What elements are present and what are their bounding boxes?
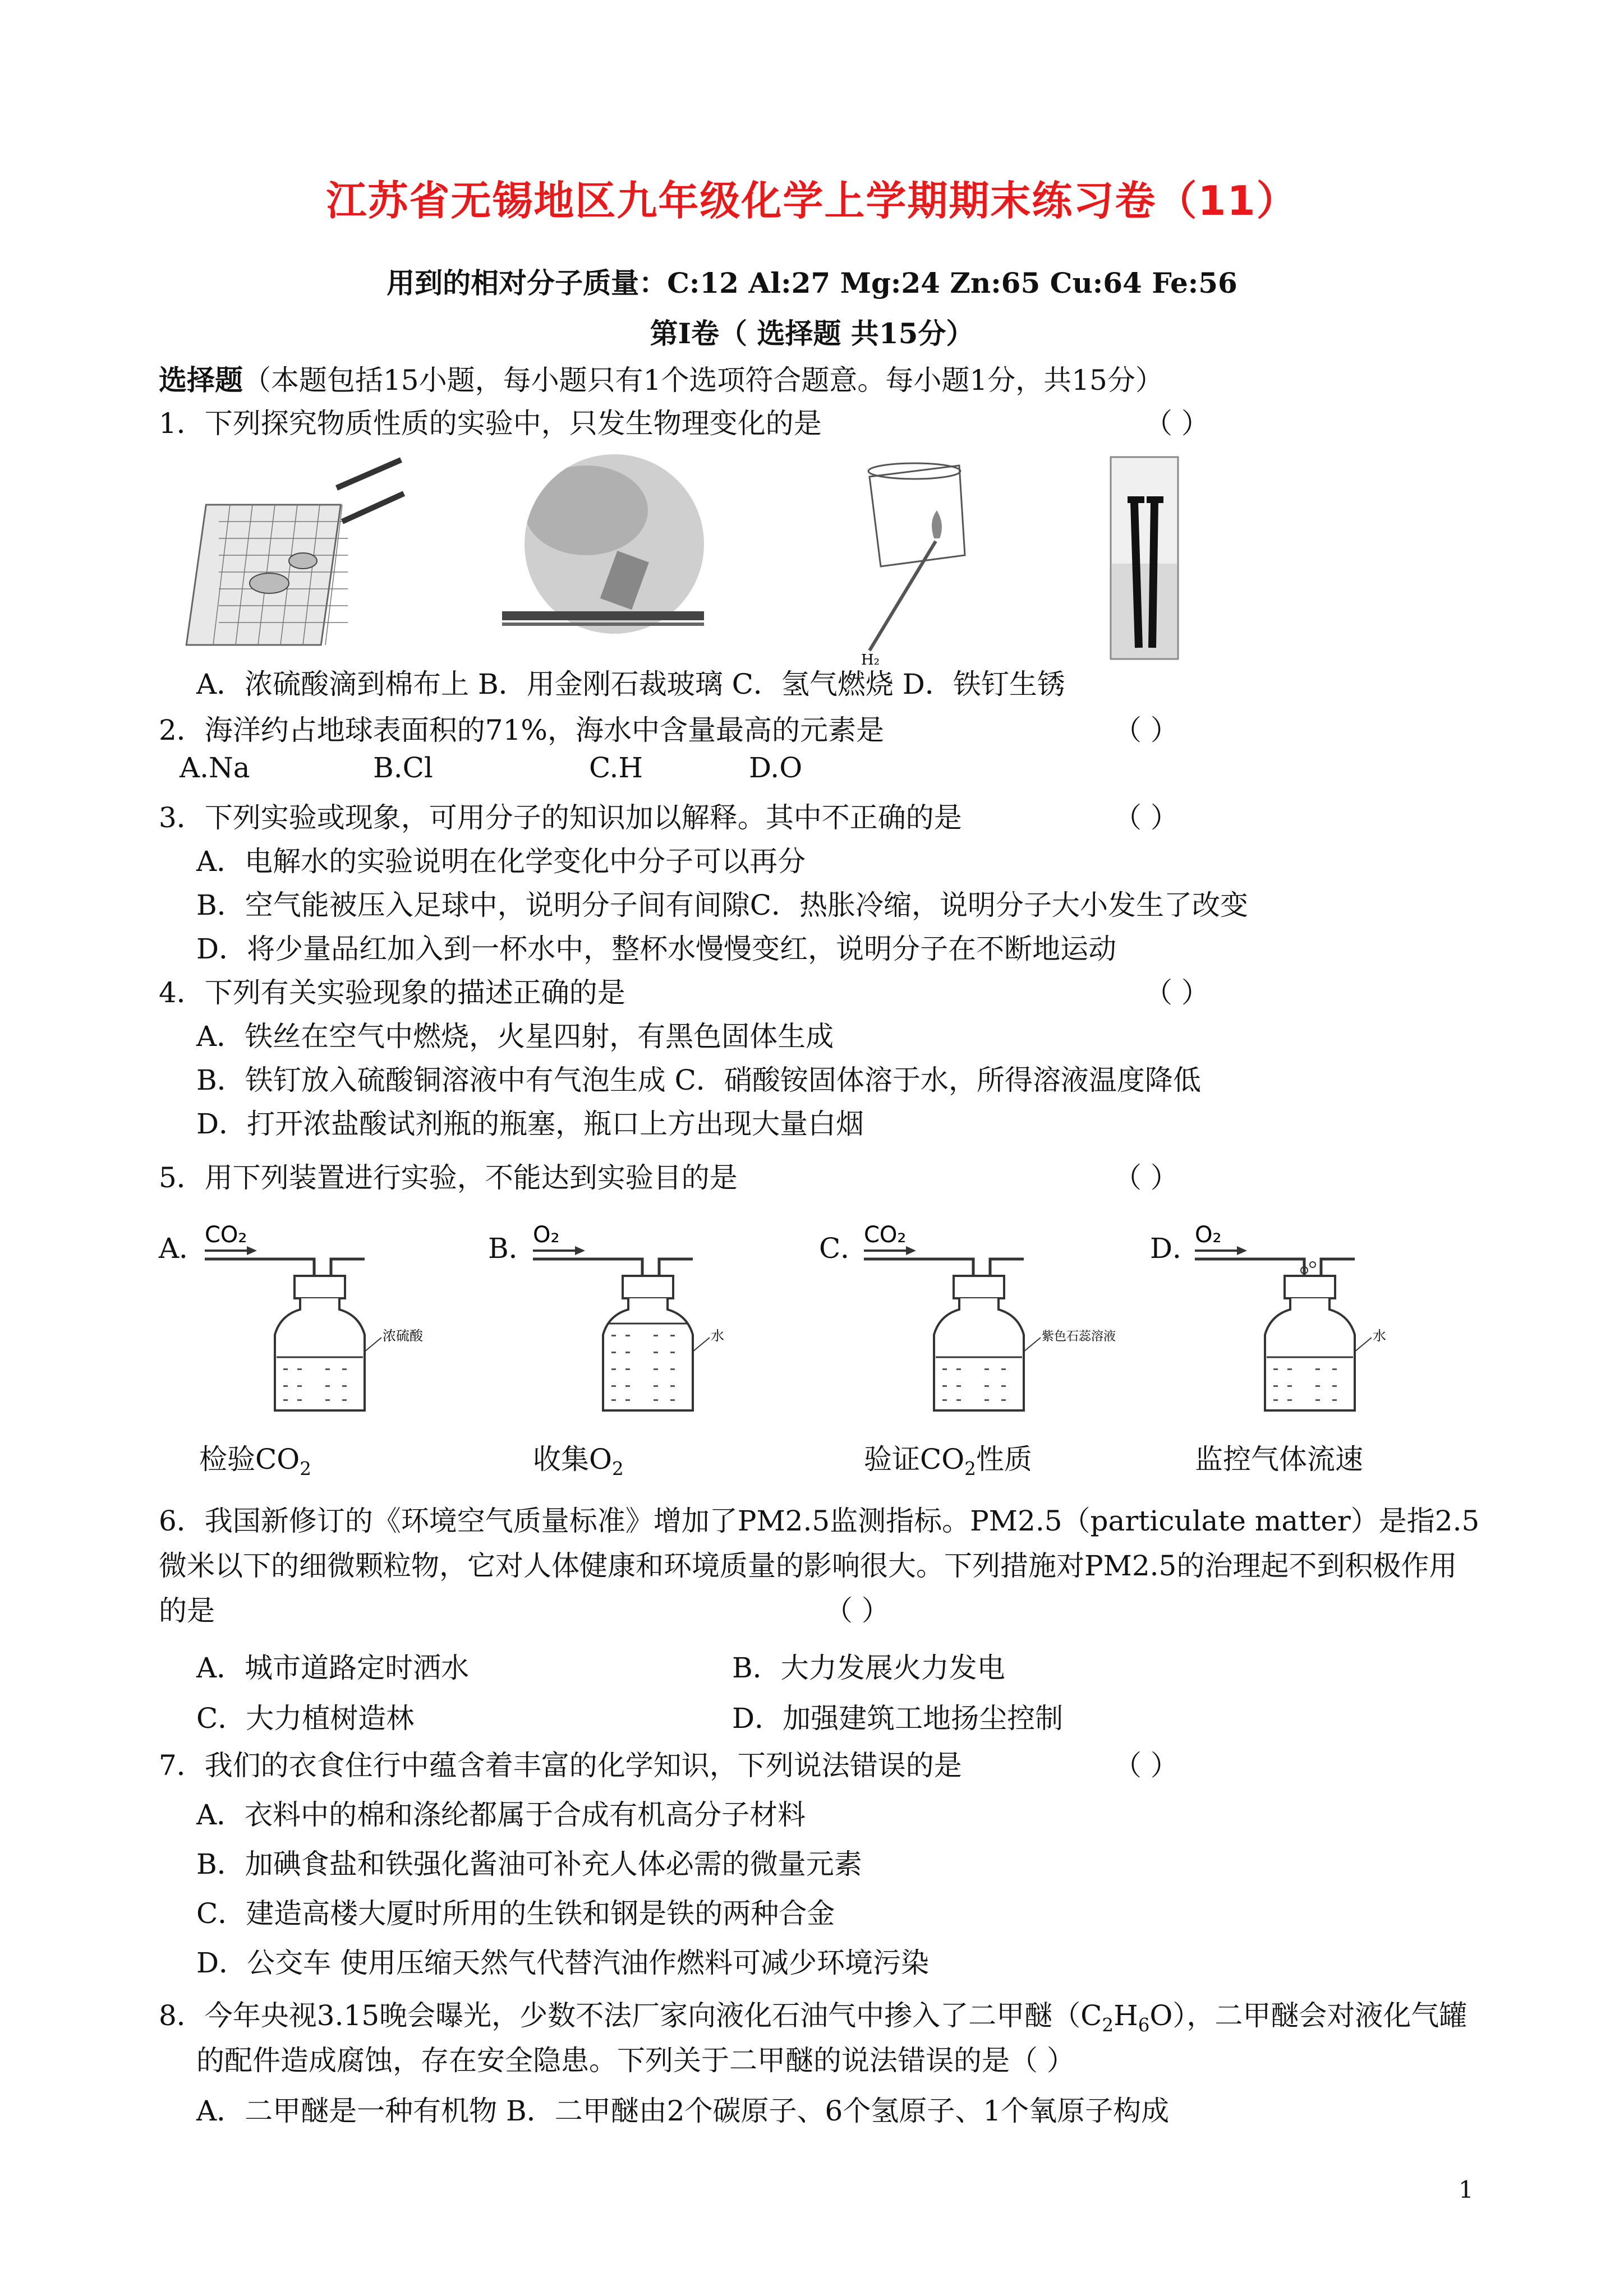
intro-bold: 选择题 xyxy=(159,363,243,397)
page-title: 江苏省无锡地区九年级化学上学期期末练习卷（11） xyxy=(326,177,1298,224)
q7-option-b: B．加碘食盐和铁强化酱油可补充人体必需的微量元素 xyxy=(196,1848,862,1880)
q5-apparatus-c xyxy=(861,1217,1116,1419)
q6-option-b: B．大力发展火力发电 xyxy=(732,1652,1005,1684)
q1-answer-paren: （ ） xyxy=(1144,407,1209,440)
q8-line-1: 8．今年央视3.15晚会曝光，少数不法厂家向液化石油气中掺入了二甲醚$(C_2H_6O)$，二甲醚会对液化气罐 xyxy=(159,1999,1467,2036)
q7-stem: 7．我们的衣食住行中蕴含着丰富的化学知识，下列说法错误的是 xyxy=(159,1749,962,1782)
q5-liquid-a: 浓硫酸 xyxy=(383,1328,423,1344)
q5-caption-d: 监控气体流速 xyxy=(1195,1443,1363,1476)
q5-gas-c: CO₂ xyxy=(864,1222,907,1248)
q3-option-d: D．将少量品红加入到一杯水中，整杯水慢慢变红，说明分子在不断地运动 xyxy=(196,933,1117,965)
q4-option-d: D．打开浓盐酸试剂瓶的瓶塞，瓶口上方出现大量白烟 xyxy=(196,1108,864,1140)
q5-caption-b: 收集$O_2$ xyxy=(533,1443,624,1479)
q6-option-a: A．城市道路定时洒水 xyxy=(196,1652,470,1684)
q5-label-a: A． xyxy=(159,1232,208,1265)
q7-option-d: D．公交车 使用压缩天然气代替汽油作燃料可减少环境污染 xyxy=(196,1947,929,1979)
q2-answer-paren: （ ） xyxy=(1114,714,1179,746)
q2-option-a: A.Na xyxy=(180,751,250,784)
q6-line-2: 微米以下的细微颗粒物，它对人体健康和环境质量的影响很大。下列措施对PM2.5的治理起不到积极作用 xyxy=(159,1550,1457,1582)
q4-answer-paren: （ ） xyxy=(1144,976,1209,1009)
q8-option-ab: A．二甲醚是一种有机物 B．二甲醚由2个碳原子、6个氢原子、1个氧原子构成 xyxy=(196,2095,1170,2127)
q5-apparatus-d xyxy=(1192,1217,1428,1419)
q7-answer-paren: （ ） xyxy=(1114,1749,1179,1782)
q5-label-c: C． xyxy=(819,1232,869,1265)
q5-caption-c: 验证$CO_2$性质 xyxy=(864,1443,1032,1479)
q1-figure-d xyxy=(1099,457,1195,665)
q5-label-b: B． xyxy=(488,1232,537,1265)
q3-stem: 3．下列实验或现象，可用分子的知识加以解释。其中不正确的是 xyxy=(159,801,962,834)
q5-gas-a: CO₂ xyxy=(205,1222,247,1248)
intro-line xyxy=(159,358,1163,398)
q1-options: A．浓硫酸滴到棉布上 B．用金刚石裁玻璃 C．氢气燃烧 D．铁钉生锈 xyxy=(196,668,1065,700)
q5-liquid-b: 水 xyxy=(711,1328,724,1344)
q1-figure-b xyxy=(502,454,704,639)
q5-apparatus-a xyxy=(202,1217,438,1419)
q6-line-1: 6．我国新修订的《环境空气质量标准》增加了PM2.5监测指标。PM2.5（particulate matter）是指2.5 xyxy=(159,1505,1480,1537)
q6-option-c: C．大力植树造林 xyxy=(196,1702,415,1735)
q5-stem: 5．用下列装置进行实验，不能达到实验目的是 xyxy=(159,1161,738,1194)
q5-label-d: D． xyxy=(1150,1232,1201,1265)
q3-option-bc: B．空气能被压入足球中，说明分子间有间隙C．热胀冷缩，说明分子大小发生了改变 xyxy=(196,889,1248,921)
q5-gas-d: O₂ xyxy=(1195,1222,1222,1248)
q5-liquid-d: 水 xyxy=(1373,1328,1386,1344)
q5-apparatus-b xyxy=(530,1217,766,1419)
q5-caption-a: 检验$CO_2$ xyxy=(199,1443,311,1479)
intro-rest: （本题包括15小题，每小题只有1个选项符合题意。每小题1分，共15分） xyxy=(243,364,1163,397)
page-number: 1 xyxy=(1459,2176,1474,2203)
q5-gas-b: O₂ xyxy=(533,1222,560,1248)
q8-line-2: 的配件造成腐蚀，存在安全隐患。下列关于二甲醚的说法错误的是（ ） xyxy=(196,2044,1075,2077)
q7-option-a: A．衣料中的棉和涤纶都属于合成有机高分子材料 xyxy=(196,1799,806,1831)
q6-option-d: D．加强建筑工地扬尘控制 xyxy=(732,1702,1064,1735)
relative-masses: 用到的相对分子质量：C:12 Al:27 Mg:24 Zn:65 Cu:64 Fe:56 xyxy=(387,266,1237,299)
q4-option-a: A．铁丝在空气中燃烧，火星四射，有黑色固体生成 xyxy=(196,1020,834,1053)
q3-answer-paren: （ ） xyxy=(1114,801,1179,834)
q6-answer-paren: （ ） xyxy=(825,1594,890,1627)
q1-stem: 1．下列探究物质性质的实验中，只发生物理变化的是 xyxy=(159,407,822,440)
section-heading: 第Ⅰ卷（ 选择题 共15分） xyxy=(650,317,974,350)
q4-stem: 4．下列有关实验现象的描述正确的是 xyxy=(159,976,625,1009)
q6-line-3: 的是 xyxy=(159,1594,215,1627)
q1-figure-a xyxy=(208,454,410,662)
h2-label: H₂ xyxy=(861,652,880,668)
q2-stem: 2．海洋约占地球表面积的71%，海水中含量最高的元素是 xyxy=(159,714,884,746)
q7-option-c: C．建造高楼大厦时所用的生铁和钢是铁的两种合金 xyxy=(196,1897,835,1930)
q5-answer-paren: （ ） xyxy=(1114,1161,1179,1194)
q3-option-a: A．电解水的实验说明在化学变化中分子可以再分 xyxy=(196,845,806,878)
q2-option-b: B.Cl xyxy=(373,751,433,784)
q1-figure-c xyxy=(836,454,1004,667)
q4-option-bc: B．铁钉放入硫酸铜溶液中有气泡生成 C．硝酸铵固体溶于水，所得溶液温度降低 xyxy=(196,1064,1201,1096)
q2-option-d: D.O xyxy=(749,751,803,784)
q2-option-c: C.H xyxy=(589,751,643,784)
q5-liquid-c: 紫色石蕊溶液 xyxy=(1042,1330,1116,1344)
